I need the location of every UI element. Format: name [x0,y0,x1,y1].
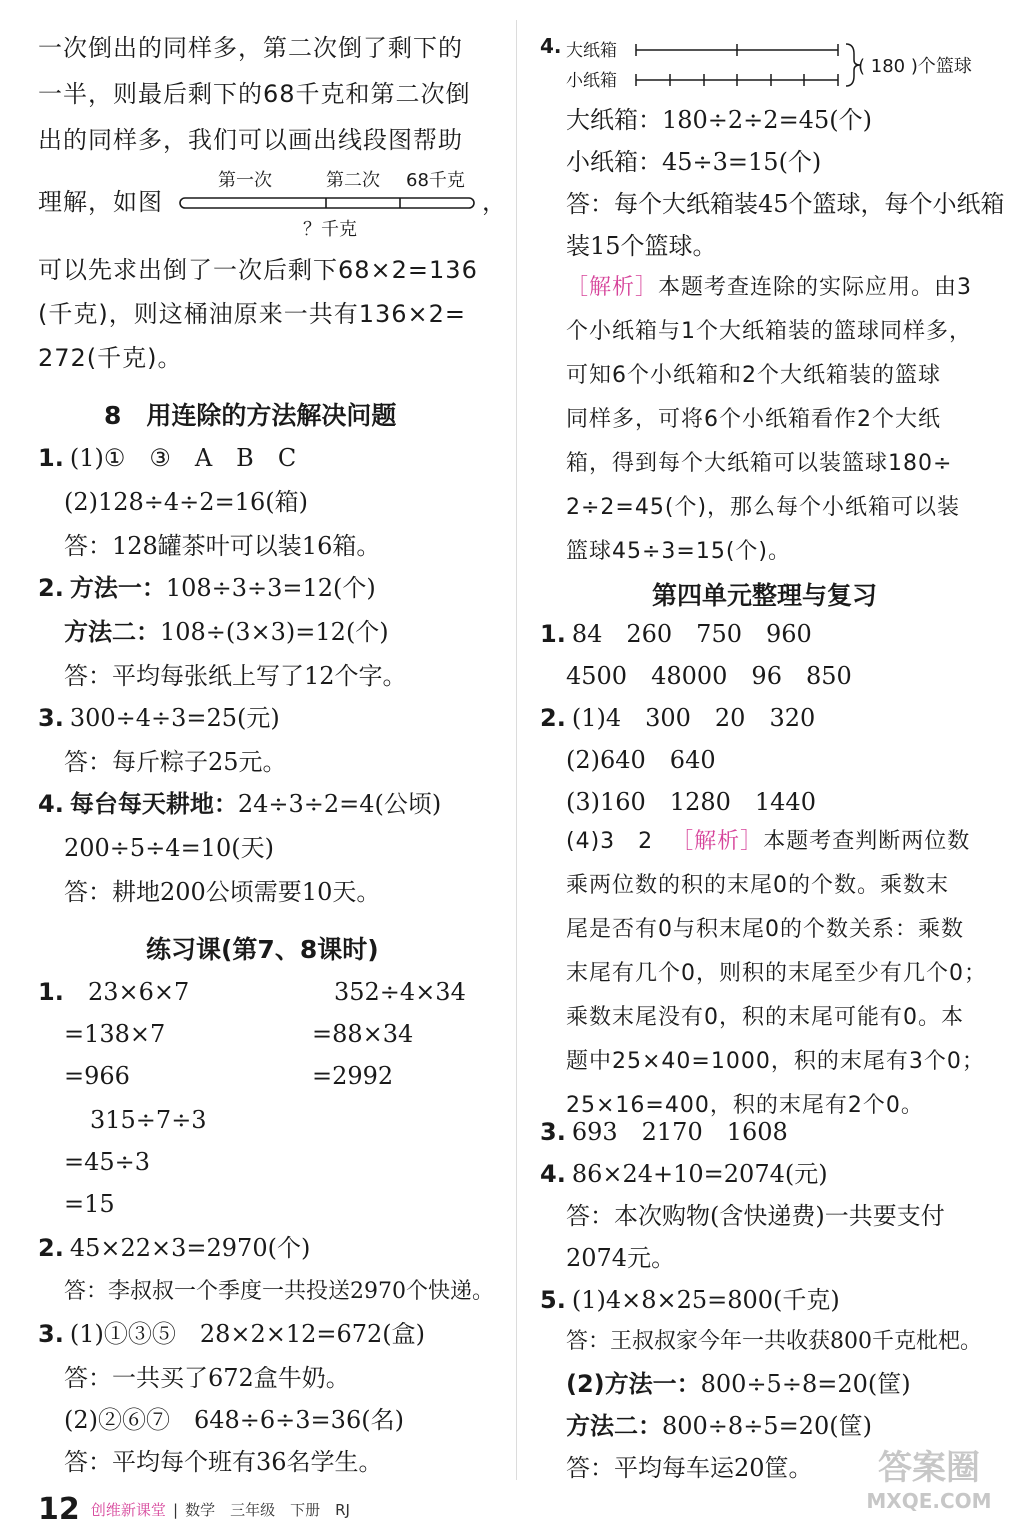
answer-text: (1)① ③ A B C [69,444,297,472]
answer-item [540,1116,788,1148]
answer-item [566,1410,872,1442]
brand-name: 创维新课堂 [90,1501,166,1519]
watermark-logo [854,1440,1004,1530]
answer-text: 答：王叔叔家今年一共收获800千克枇杷。 [566,1329,982,1354]
answer-text: 答：每斤粽子25元。 [64,748,287,776]
analysis-line: 乘两位数的积的末尾0的个数。乘数末 [566,873,949,898]
answer-item [38,1318,425,1350]
calc-line: =88×34 [312,1020,414,1048]
answer-item [540,702,815,734]
calc-line: =2992 [312,1062,394,1090]
question-number: 1. [38,978,64,1006]
question-number: 2. [540,704,566,732]
question-number: 4. [540,1160,566,1188]
analysis-tag: ［解析］ [671,829,764,854]
question-number: 1. [540,620,566,648]
calc-line: 23×6×7 [88,978,190,1006]
method-label: 每台每天耕地： [69,790,238,818]
answer-text: 108÷(3×3)=12(个) [160,618,389,646]
answer-item [566,1368,911,1400]
analysis-line: 25×16=400，积的末尾有2个0。 [566,1093,924,1118]
answer-text: 答：平均每车运20筐。 [566,1454,813,1482]
answer-text: 300÷4÷3=25(元) [69,704,280,732]
answer-item [38,702,280,734]
section-title: 第四单元整理与复习 [652,581,878,610]
analysis-tag: ［解析］ [566,275,659,300]
analysis-line [566,826,970,858]
answer-text: 45×22×3=2970(个) [69,1234,311,1262]
method-label: 方法二： [566,1412,662,1440]
calc-line: 352÷4×34 [334,978,466,1006]
analysis-line: 乘数末尾没有0，积的末尾可能有0。本 [566,1005,964,1030]
answer-text: 小纸箱：45÷3=15(个) [566,148,822,176]
analysis-line: 尾是否有0与积末尾0的个数关系：乘数 [566,917,964,942]
answer-text: (2)128÷4÷2=16(箱) [64,488,308,516]
analysis-line [566,272,972,304]
answer-item [38,442,296,474]
text-line: 可以先求出倒了一次后剩下68×2=136 [38,256,478,284]
answer-text: 693 2170 1608 [571,1118,788,1146]
watermark-title: 答案圈 [878,1448,980,1488]
calc-line: =138×7 [64,1020,166,1048]
question-number: 3. [38,1320,64,1348]
diagram-label-unknown: ？千克 [303,219,357,240]
answer-text: 答：平均每个班有36名学生。 [64,1448,383,1476]
answer-text: 答：平均每张纸上写了12个字。 [64,662,407,690]
analysis-text: 本题考查连除的实际应用。由3 [658,275,973,300]
answer-text: 24÷3÷2=4(公顷) [237,790,442,818]
answer-text: (2)②⑥⑦ 648÷6÷3=36(名) [64,1406,404,1434]
analysis-line: 2÷2=45(个)，那么每个小纸箱可以装 [566,495,961,520]
answer-item [38,1232,310,1264]
answer-text: 4500 48000 96 850 [566,662,852,690]
answer-item [540,1158,828,1190]
answer-item [64,616,389,648]
answer-text: (1)①③⑤ 28×2×12=672(盒) [69,1320,426,1348]
answer-text: 84 260 750 960 [571,620,812,648]
question-number: 2. [38,574,64,602]
analysis-line: 可知6个小纸箱和2个大纸箱装的篮球 [566,363,941,388]
analysis-text: 本题考查判断两位数 [763,829,971,854]
page-footer: 12 创维新课堂 | 数学 三年级 下册 RJ [38,1492,350,1527]
question-number: 2. [38,1234,64,1262]
calc-line: =45÷3 [64,1148,151,1176]
answer-text: (4)3 2 [566,829,654,854]
calc-line: =966 [64,1062,130,1090]
method-label: 方法二： [64,618,160,646]
analysis-line: 箱，得到每个大纸箱可以装篮球180÷ [566,451,953,476]
diagram-label-68: 68千克 [406,170,465,191]
watermark-url: MXQE.COM [866,1489,992,1513]
answer-text: 200÷5÷4=10(天) [64,834,274,862]
answer-text: 800÷5÷8=20(筐) [700,1370,911,1398]
text-line: 理解，如图 [38,188,163,216]
text-line: 出的同样多，我们可以画出线段图帮助 [38,126,463,154]
answer-text: 答：一共买了672盒牛奶。 [64,1364,350,1392]
bracket-total: ( 180 )个篮球 [858,56,972,77]
section-title: 练习课(第7、8课时) [146,935,379,964]
text-line: (千克)，则这桶油原来一共有136×2= [38,300,467,328]
text-line: 272(千克)。 [38,344,183,372]
column-divider [516,20,517,1480]
answer-item [38,572,376,604]
answer-text: 答：李叔叔一个季度一共投送2970个快递。 [64,1279,494,1304]
text-line: 一次倒出的同样多，第二次倒了剩下的 [38,34,463,62]
diagram-label-big-box: 大纸箱 [566,41,617,61]
question-number: 1. [38,444,64,472]
answer-text: (2)640 640 [566,746,716,774]
answer-text: 装15个篮球。 [566,232,717,260]
text-line: 一半，则最后剩下的68千克和第二次倒 [38,80,471,108]
analysis-line: 篮球45÷3=15(个)。 [566,539,792,564]
answer-item [540,618,812,650]
answer-text: 800÷8÷5=20(筐) [662,1412,872,1440]
method-label: 方法一： [69,574,166,602]
page-number: 12 [38,1492,80,1527]
answer-item [540,1284,840,1316]
analysis-line: 个小纸箱与1个大纸箱装的篮球同样多， [566,319,972,344]
question-number: 3. [540,1118,566,1146]
question-number: 5. [540,1286,566,1314]
answer-text: (1)4 300 20 320 [571,704,816,732]
calc-line: 315÷7÷3 [90,1106,207,1134]
answer-text: 86×24+10=2074(元) [571,1160,828,1188]
diagram-label-second: 第二次 [326,170,380,191]
answer-text: 答：本次购物(含快递费)一共要支付 [566,1202,945,1230]
answer-text: 2074元。 [566,1244,676,1272]
comma: ， [482,188,507,216]
answer-text: 108÷3÷3=12(个) [165,574,376,602]
answer-item [38,788,441,820]
analysis-line: 同样多，可将6个小纸箱看作2个大纸 [566,407,941,432]
answer-text: 答：每个大纸箱装45个篮球，每个小纸箱 [566,190,1005,218]
answer-text: (3)160 1280 1440 [566,788,816,816]
line-segment-diagram [178,160,478,240]
question-number: 4. [540,34,562,58]
section-title: 8 用连除的方法解决问题 [104,401,397,430]
answer-text: (1)4×8×25=800(千克) [571,1286,840,1314]
diagram-label-first: 第一次 [218,170,272,191]
analysis-line: 末尾有几个0，则积的末尾至少有几个0； [566,961,987,986]
answer-text: 大纸箱：180÷2÷2=45(个) [566,106,872,134]
book-info: 数学 三年级 下册 RJ [185,1501,350,1519]
answer-text: 答：128罐茶叶可以装16箱。 [64,532,381,560]
question-number: 3. [38,704,64,732]
answer-text: 答：耕地200公顷需要10天。 [64,878,381,906]
diagram-label-small-box: 小纸箱 [566,71,617,91]
method-label: (2)方法一： [566,1370,701,1398]
box-diagram [540,30,1010,90]
calc-line: =15 [64,1190,115,1218]
analysis-line: 题中25×40=1000，积的末尾有3个0； [566,1049,985,1074]
question-number: 4. [38,790,64,818]
segment-bars [632,30,862,90]
